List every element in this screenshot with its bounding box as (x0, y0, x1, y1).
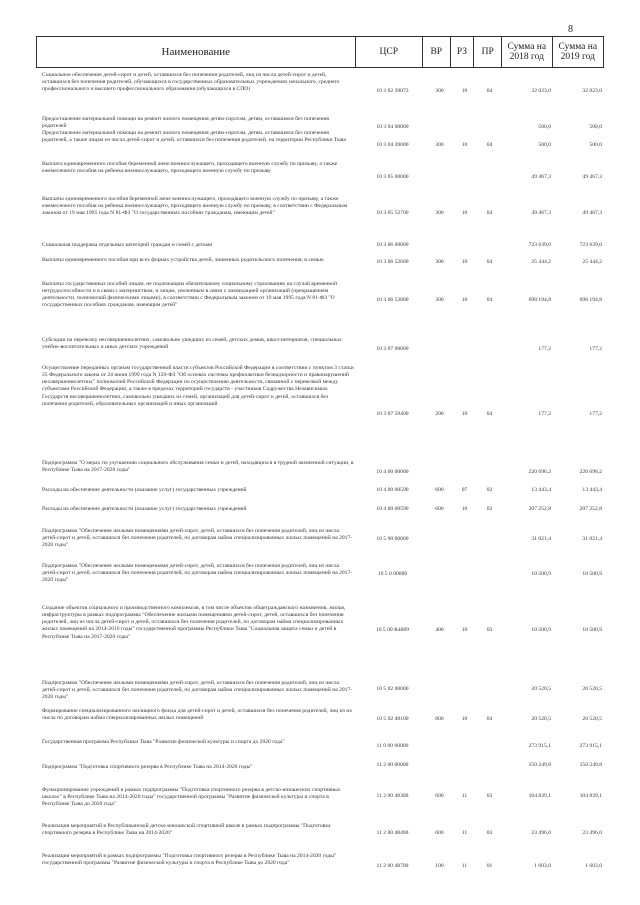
row-sum-2018: 10 500,9 (531, 627, 551, 633)
row-csr: 10 4 00 00590 (376, 487, 409, 493)
row-sum-2019: 220 696,2 (579, 469, 602, 475)
row-name: Расходы на обеспечение деятельности (оказание услуг) государственных учреждений (42, 506, 247, 512)
row-name: Подпрограмма "Обеспечение жилыми помещениями детей-сирот, детей, оставшихся без попечения родителей, лиц из числа детей-сирот и детей, оставшихся без попечения родителей, по договорам найма специализированных жилых помещений на 2017-2020 годы" (42, 563, 353, 584)
row-sum-2019: 207 252,8 (579, 506, 602, 512)
row-csr: 10 4 00 00000 (376, 469, 409, 475)
row-pr: 02 (486, 506, 493, 512)
header-sum-2018: Сумма на 2018 год (502, 37, 552, 67)
row-name: Социальная поддержка отдельных категорий граждан и семей с детьми (42, 242, 213, 248)
row-pr: 04 (486, 142, 493, 148)
row-pr: 04 (486, 297, 493, 303)
row-name: Государственная программа Республики Тыва "Развитие физической культуры и спорта до 2020 года" (42, 739, 285, 745)
row-sum-2018: 49 467,3 (531, 174, 551, 180)
row-csr: 11 2 00 00000 (376, 762, 409, 768)
row-sum-2019: 1 603,0 (585, 863, 602, 869)
row-csr: 10 3 06 53800 (376, 297, 409, 303)
row-name: Предоставление материальной помощи на ремонт жилого помещения детям-сиротам, детям, оставшимся без попечения родителей, а также лицам из числа детей-сирот и детей, оставшихся без попечения родителей, на территории Республики Тыва (42, 130, 346, 144)
row-name: Выплаты единовременного пособия при всех формах устройства детей, лишенных родительского попечения, в семью (42, 257, 324, 263)
row-name: Подпрограмма "Обеспечение жилыми помещениями детей-сирот, детей, оставшихся без попечения родителей, лиц из числа детей-сирот и детей, оставшихся без попечения родителей, по договорам найма специализированных жилых помещений на 2017-2020 годы" (42, 680, 353, 701)
row-sum-2019: 31 021,4 (582, 536, 602, 542)
table-header (36, 36, 604, 68)
row-csr: 11 2 00 48300 (376, 793, 409, 799)
row-sum-2019: 49 467,3 (582, 210, 602, 216)
row-sum-2019: 23 496,0 (582, 830, 602, 836)
row-sum-2018: 31 021,4 (531, 536, 551, 542)
row-rz: 10 (461, 627, 468, 633)
row-pr: 04 (486, 259, 493, 265)
row-sum-2018: 32 023,0 (531, 88, 551, 94)
row-vr: 200 (435, 411, 444, 417)
header-sum-2019: Сумма на 2019 год (558, 41, 598, 62)
row-sum-2019: 20 520,5 (582, 686, 602, 692)
row-sum-2018: 1 603,0 (534, 863, 551, 869)
row-csr: 10 3 05 00000 (376, 174, 409, 180)
row-sum-2018: 723 639,0 (528, 242, 551, 248)
row-sum-2019: 698 194,8 (579, 297, 602, 303)
row-rz: 10 (461, 88, 468, 94)
row-sum-2018: 10 500,9 (531, 571, 551, 577)
row-sum-2018: 23 496,0 (531, 830, 551, 836)
row-sum-2019: 32 023,0 (582, 88, 602, 94)
row-sum-2018: 698 194,8 (528, 297, 551, 303)
row-name: Формирование специализированного жилищного фонда для детей-сирот и детей, оставшихся без попечения родителей, лиц из их числа по договорам найма специализированных жилых помещений (42, 708, 353, 722)
row-rz: 07 (461, 487, 468, 493)
row-vr: 400 (435, 627, 444, 633)
row-csr: 10 3 06 52600 (376, 259, 409, 265)
row-vr: 600 (435, 830, 444, 836)
row-vr: 600 (435, 506, 444, 512)
row-name: Субсидии на перевозку несовершеннолетних, самовольно ушедших из семей, детских домов, школ-интернатов, специальных учебно-воспитательных и иных детских учреждений (42, 337, 342, 351)
row-sum-2019: 10 500,9 (582, 571, 602, 577)
row-csr: 10 3 04 39080 (376, 142, 409, 148)
row-name: Подпрограмма "Подготовка спортивного резерва в Республике Тыва на 2014-2020 годы" (42, 764, 253, 770)
row-name: Подпрограмма "Обеспечение жилыми помещениями детей-сирот, детей, оставшихся без попечения родителей, лиц из числа детей-сирот и детей, оставшихся без попечения родителей, по договорам найма специализированных жилых помещений на 2017-2020 годы" (42, 528, 353, 549)
row-rz: 10 (461, 142, 468, 148)
row-sum-2018: 104 839,1 (528, 793, 551, 799)
row-sum-2018: 177,2 (538, 346, 551, 352)
row-rz: 11 (461, 830, 468, 836)
row-csr: 10 3 04 00000 (376, 124, 409, 130)
row-rz: 10 (461, 411, 468, 417)
row-pr: 03 (486, 627, 493, 633)
row-sum-2019: 13 443,4 (582, 487, 602, 493)
row-sum-2018: 273 915,1 (528, 743, 551, 749)
row-vr: 600 (435, 793, 444, 799)
row-csr: 10 5 02 40100 (376, 716, 409, 722)
row-csr: 10 5 00 R4009 (375, 627, 410, 633)
row-sum-2018: 500,0 (538, 142, 551, 148)
row-sum-2018: 25 444,2 (531, 259, 551, 265)
row-csr: 10 3 05 52700 (376, 210, 409, 216)
row-name: Функционирование учреждений в рамках подпрограммы "Подготовка спортивного резерва в детско-юношеских спортивных школах" в Республике Тыва на 2014-2020 годы" государственной программы "Развитие физической культуры и спорта в Республике Тыва до 2020 года" (42, 787, 341, 808)
row-sum-2018: 500,0 (538, 124, 551, 130)
header-name: Наименование (37, 37, 356, 67)
row-rz: 10 (461, 716, 468, 722)
row-sum-2019: 500,0 (589, 142, 602, 148)
header-pr: ПР (474, 37, 502, 67)
row-name: Социальное обеспечение детей-сирот и детей, оставшихся без попечения родителей, лиц из числа детей-сирот и детей, оставшихся без попечения родителей, обучающихся в государственных образовательных учреждениях начального, среднего профессионального и высшего профессионального образования (обучающихся в СПО) (42, 72, 340, 93)
row-name: Выплаты единовременного пособия беременной жене военнослужащего, проходящего военную службу по призыву, а также ежемесячного пособия на ребенка военнослужащего, проходящего военную службу по призыву, в соответствии с Федеральным законом от 19 мая 1995 года N 81-ФЗ "О государственных пособиях гражданам, имеющим детей" (42, 196, 348, 217)
row-name: Выплаты государственных пособий лицам, не подлежащим обязательному социальному страхованию на случай временной нетрудоспособности и в связи с материнством, и лицам, уволенным в связи с ликвидацией организаций (прекращением деятельности, полномочий физическими лицами), в соответствии с Федеральным законом от 19 мая 1995 года N 81-ФЗ "О государственных пособиях гражданам, имеющим детей" (42, 281, 337, 309)
row-pr: 04 (486, 411, 493, 417)
row-csr: 11 0 00 00000 (376, 743, 409, 749)
row-rz: 10 (461, 297, 468, 303)
row-rz: 10 (461, 506, 468, 512)
row-csr: 11 2 00 48400 (376, 830, 409, 836)
row-pr: 03 (486, 793, 493, 799)
header-csr: ЦСР (356, 37, 423, 67)
row-name: Реализация мероприятий в рамках подпрограммы "Подготовка спортивного резерва в Республике Тыва на 2014-2020 годы" государственной программы "Развитие физической культуры и спорта в Республике Тыва до 2020 года" (42, 853, 337, 867)
row-vr: 600 (435, 487, 444, 493)
row-pr: 04 (486, 210, 493, 216)
row-pr: 04 (486, 88, 493, 94)
row-sum-2018: 20 520,5 (531, 686, 551, 692)
row-name: Создание объектов социального и производственного комплексов, в том числе объектов общегражданского назначения, жилья, инфраструктуры в рамках подпрограммы "Обеспечение жилыми помещениями детей-сирот, детей, оставшихся без попечения родителей, лиц из числа детей-сирот и детей, оставшихся без попечения родителей, по договорам найма специализированных жилых помещений на 2014-2016 годы" государственной программы Республики Тыва "Социальная защита семьи и детей в Республике Тыва на 2017-2020 годы" (42, 605, 346, 640)
row-vr: 800 (435, 716, 444, 722)
row-csr: 10 3 07 59400 (376, 411, 409, 417)
row-sum-2019: 177,2 (589, 411, 602, 417)
row-csr: 10 4 00 00590 (376, 506, 409, 512)
row-name: Осуществление переданных органам государственной власти субъектов Российской Федерации в соответствии с пунктом 3 статьи 25 Федерального закона от 24 июня 1999 года N 120-ФЗ "Об основах системы профилактики безнадзорности и правонарушений несовершеннолетних" полномочий Российской Федерации по осуществлению деятельности, связанной с перевозкой между субъектами Российской Федерации, а также в пределах территорий государств - участников Содружества Независимых Государств несовершеннолетних, самовольно ушедших из семей, организаций для детей-сирот и детей, оставшихся без попечения родителей, образовательных организаций и иных организаций (42, 365, 354, 407)
row-sum-2019: 25 444,2 (582, 259, 602, 265)
row-csr: 10 5 02 00000 (376, 686, 409, 692)
row-sum-2018: 13 443,4 (531, 487, 551, 493)
row-sum-2019: 177,2 (589, 346, 602, 352)
row-sum-2018: 220 696,2 (528, 469, 551, 475)
row-sum-2019: 49 467,3 (582, 174, 602, 180)
row-sum-2018: 207 252,8 (528, 506, 551, 512)
row-sum-2018: 150 249,8 (528, 762, 551, 768)
row-vr: 300 (435, 210, 444, 216)
row-sum-2019: 20 520,5 (582, 716, 602, 722)
row-csr: 10 3 07 00000 (376, 346, 409, 352)
row-sum-2019: 500,0 (589, 124, 602, 130)
row-name: Предоставление материальной помощи на ремонт жилого помещения детям-сиротам, детям, оставшимся без попечения родителей (42, 116, 330, 130)
row-sum-2019: 10 500,9 (582, 627, 602, 633)
row-csr: 11 2 00 48700 (376, 863, 409, 869)
page-number: 8 (568, 24, 573, 35)
row-sum-2018: 177,2 (538, 411, 551, 417)
row-vr: 100 (435, 863, 444, 869)
row-csr: 10 3 06 00000 (376, 242, 409, 248)
row-csr: 10 5 00 00000 (376, 536, 409, 542)
row-vr: 300 (435, 259, 444, 265)
row-vr: 300 (435, 142, 444, 148)
row-pr: 02 (486, 487, 493, 493)
header-rz: РЗ (451, 37, 475, 67)
header-vr: ВР (423, 37, 451, 67)
row-sum-2019: 104 839,1 (579, 793, 602, 799)
row-pr: 04 (486, 716, 493, 722)
row-rz: 10 (461, 259, 468, 265)
row-rz: 10 (461, 210, 468, 216)
row-sum-2018: 20 520,5 (531, 716, 551, 722)
row-csr: 10 5 0 00000 (377, 571, 408, 577)
row-name: Расходы на обеспечение деятельности (оказание услуг) государственных учреждений (42, 487, 247, 493)
row-name: Подпрограмма "О мерах по улучшению социального обслуживания семьи и детей, находящихся в трудной жизненной ситуации, в Республике Тыва на 2017-2020 годы" (42, 460, 354, 474)
row-name: Выплата единовременного пособия беременной жене военнослужащего, проходящего военную службу по призыву, а также ежемесячного пособия на ребенка военнослужащего, проходящего военную службу по призыву (42, 161, 338, 175)
row-name: Реализация мероприятий в Республиканской детско-юношеской спортивной школе в рамках подпрограммы "Подготовка спортивного резерва в Республике Тыва на 2014-2020" (42, 823, 331, 837)
row-sum-2019: 150 249,8 (579, 762, 602, 768)
row-sum-2019: 723 639,0 (579, 242, 602, 248)
row-rz: 11 (461, 793, 468, 799)
row-csr: 10 3 02 39073 (376, 88, 409, 94)
row-sum-2019: 273 915,1 (579, 743, 602, 749)
row-vr: 300 (435, 297, 444, 303)
row-sum-2018: 49 467,3 (531, 210, 551, 216)
row-pr: 01 (486, 863, 493, 869)
row-pr: 03 (486, 830, 493, 836)
row-rz: 11 (461, 863, 468, 869)
row-vr: 300 (435, 88, 444, 94)
